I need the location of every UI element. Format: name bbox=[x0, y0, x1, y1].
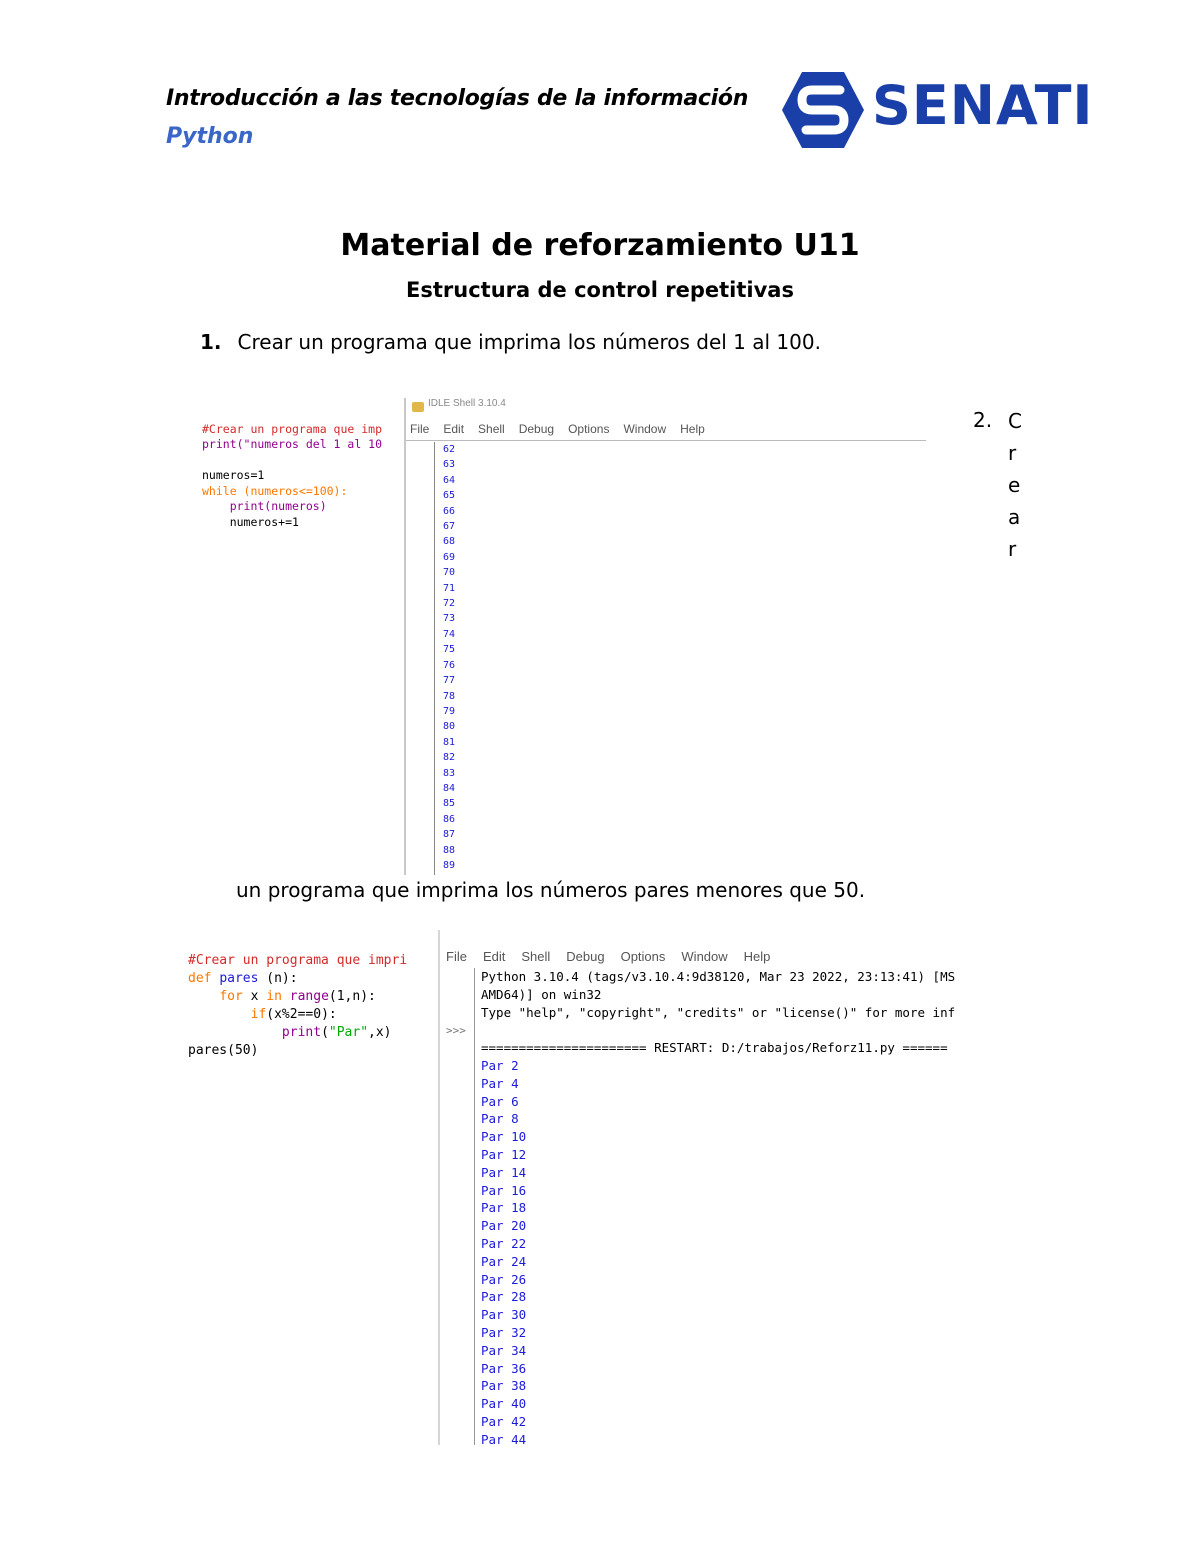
exercise-1 bbox=[200, 330, 821, 354]
output-line: 71 bbox=[443, 582, 456, 594]
output-line: 74 bbox=[443, 628, 456, 640]
output-line: Par 34 bbox=[481, 1342, 527, 1358]
output-line: 64 bbox=[443, 474, 456, 486]
shell-screenshot-1 bbox=[404, 398, 926, 875]
exercise-2-text: un programa que imprima los números pares menores que 50. bbox=[236, 878, 866, 902]
output-line: Par 36 bbox=[481, 1360, 527, 1376]
output-line: 78 bbox=[443, 690, 456, 702]
course-title: Introducción a las tecnologías de la información bbox=[166, 86, 749, 111]
exercise-1-text: Crear un programa que imprima los números del 1 al 100. bbox=[237, 330, 821, 354]
shell-screenshot-2 bbox=[438, 930, 1040, 1445]
document-title: Material de reforzamiento U11 bbox=[340, 228, 860, 263]
menu-help[interactable]: Help bbox=[680, 422, 705, 436]
course-subtitle: Python bbox=[166, 124, 254, 149]
output-line: Par 4 bbox=[481, 1075, 519, 1091]
output-line: 70 bbox=[443, 567, 456, 579]
exercise-2-vertical-text bbox=[1008, 405, 1028, 565]
menu-edit[interactable]: Edit bbox=[482, 949, 506, 964]
menu-help[interactable]: Help bbox=[743, 949, 771, 964]
output-line: 63 bbox=[443, 459, 456, 471]
output-line: Par 38 bbox=[481, 1378, 527, 1394]
output-line: 86 bbox=[443, 813, 456, 825]
output-line: 67 bbox=[443, 521, 456, 533]
output-line: Par 40 bbox=[481, 1396, 527, 1412]
output-line: 76 bbox=[443, 659, 456, 671]
output-line: Par 20 bbox=[481, 1218, 527, 1234]
code-line: numeros=1 bbox=[202, 468, 265, 482]
shell-output-2 bbox=[474, 968, 955, 1445]
shell-line: Python 3.10.4 (tags/v3.10.4:9d38120, Mar 23 2022, 23:13:41) [MS bbox=[481, 969, 956, 984]
vertical-letter: a bbox=[1008, 505, 1021, 529]
output-line: Par 44 bbox=[481, 1431, 527, 1445]
output-line: 80 bbox=[443, 721, 456, 733]
code-line: #Crear un programa que impri bbox=[188, 953, 408, 968]
output-line: 84 bbox=[443, 782, 456, 794]
output-line: 87 bbox=[443, 829, 456, 841]
menu-options[interactable]: Options bbox=[568, 422, 610, 436]
output-line: 88 bbox=[443, 844, 456, 856]
output-line: 85 bbox=[443, 798, 456, 810]
shell-title: IDLE Shell 3.10.4 bbox=[428, 398, 506, 409]
code-line: if(x%2==0): bbox=[250, 1007, 337, 1022]
output-line: 65 bbox=[443, 490, 456, 502]
code-line: #Crear un programa que imp bbox=[202, 421, 383, 436]
menu-shell[interactable]: Shell bbox=[478, 422, 505, 436]
code-line: print(numeros) bbox=[202, 499, 327, 513]
output-line: Par 32 bbox=[481, 1324, 527, 1340]
logo-wordmark: SENATI bbox=[872, 74, 1094, 137]
shell-output-1 bbox=[434, 442, 455, 875]
shell-line: ====================== RESTART: D:/trabajos/Reforz11.py ====== bbox=[481, 1040, 948, 1056]
output-line: 73 bbox=[443, 613, 456, 625]
code-line: numeros+=1 bbox=[202, 514, 299, 529]
output-line: 66 bbox=[443, 505, 456, 517]
code-line: def pares (n): bbox=[188, 971, 298, 986]
output-line: Par 30 bbox=[481, 1307, 527, 1323]
senati-logo bbox=[780, 70, 1094, 150]
output-line: 81 bbox=[443, 736, 456, 748]
menu-debug[interactable]: Debug bbox=[518, 422, 555, 436]
document-subtitle: Estructura de control repetitivas bbox=[406, 278, 794, 302]
code-line: print("numeros del 1 al 10 bbox=[202, 437, 383, 451]
vertical-letter: e bbox=[1008, 473, 1021, 497]
vertical-letter: r bbox=[1008, 537, 1017, 561]
shell-prompt: >>> bbox=[446, 1024, 466, 1037]
editor-screenshot-2 bbox=[186, 930, 438, 1445]
menu-options[interactable]: Options bbox=[620, 949, 666, 964]
output-line: Par 42 bbox=[481, 1413, 527, 1429]
menu-file[interactable]: File bbox=[446, 949, 467, 964]
senati-logo-icon bbox=[780, 70, 866, 150]
editor-screenshot-1 bbox=[200, 402, 404, 875]
output-line: Par 10 bbox=[481, 1129, 527, 1145]
code-line: for x in range(1,n): bbox=[219, 989, 376, 1004]
shell-line: AMD64)] on win32 bbox=[481, 986, 602, 1002]
output-line: 79 bbox=[443, 705, 456, 717]
menu-debug[interactable]: Debug bbox=[566, 949, 605, 964]
output-line: Par 28 bbox=[481, 1289, 527, 1305]
menu-shell[interactable]: Shell bbox=[521, 949, 551, 964]
output-line: Par 14 bbox=[481, 1164, 527, 1180]
output-line: 82 bbox=[443, 752, 456, 764]
output-line: 75 bbox=[443, 644, 456, 656]
menu-file[interactable]: File bbox=[410, 422, 430, 436]
output-line: Par 26 bbox=[481, 1271, 527, 1287]
output-line: Par 24 bbox=[481, 1253, 527, 1269]
vertical-letter: r bbox=[1008, 441, 1017, 465]
vertical-letter: C bbox=[1008, 409, 1022, 433]
output-line: Par 12 bbox=[481, 1146, 527, 1162]
output-line: Par 22 bbox=[481, 1235, 527, 1251]
output-line: Par 16 bbox=[481, 1182, 527, 1198]
output-line: 89 bbox=[443, 859, 456, 871]
shell-titlebar bbox=[406, 398, 926, 418]
output-line: 77 bbox=[443, 675, 456, 687]
output-line: 69 bbox=[443, 551, 456, 563]
output-line: Par 8 bbox=[481, 1111, 519, 1127]
output-line: 83 bbox=[443, 767, 456, 779]
menu-edit[interactable]: Edit bbox=[443, 422, 465, 436]
output-line: 68 bbox=[443, 536, 456, 548]
output-line: Par 2 bbox=[481, 1057, 519, 1073]
shell-line bbox=[481, 1021, 955, 1039]
code-line: while (numeros<=100): bbox=[202, 483, 348, 498]
shell-menubar bbox=[406, 418, 926, 441]
output-line: Par 18 bbox=[481, 1200, 527, 1216]
output-line: 72 bbox=[443, 598, 456, 610]
code-line: print("Par",x) bbox=[281, 1025, 392, 1040]
shell-menubar bbox=[440, 930, 1040, 966]
exercise-1-number: 1. bbox=[200, 330, 222, 354]
exercise-2-number: 2. bbox=[973, 408, 993, 432]
menu-window[interactable]: Window bbox=[623, 422, 667, 436]
menu-window[interactable]: Window bbox=[681, 949, 728, 964]
output-line: Par 6 bbox=[481, 1093, 519, 1109]
output-line: 62 bbox=[443, 444, 456, 455]
idle-icon bbox=[412, 402, 424, 412]
shell-line: Type "help", "copyright", "credits" or "license()" for more inf bbox=[481, 1004, 956, 1020]
code-line: pares(50) bbox=[188, 1043, 259, 1058]
